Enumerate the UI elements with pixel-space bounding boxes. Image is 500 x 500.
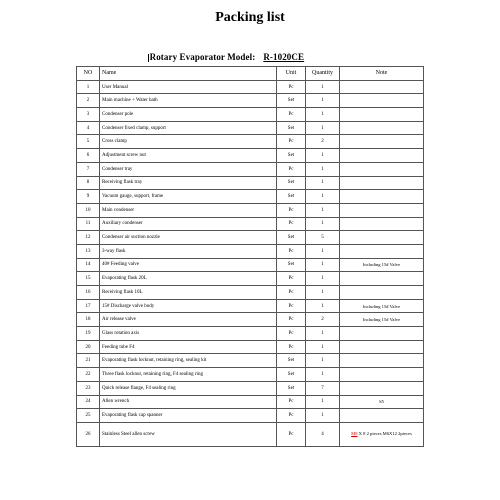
cell-note	[340, 340, 424, 354]
cell-no: 1	[77, 80, 100, 94]
cell-quantity: 1	[306, 327, 340, 341]
table-row	[77, 135, 424, 149]
cell-name: 15# Discharge valve body	[100, 299, 277, 313]
cell-no: 2	[77, 94, 100, 108]
model-code: R-1020CE	[263, 52, 305, 62]
table-row	[77, 299, 424, 313]
cell-no: 3	[77, 108, 100, 122]
cell-note	[340, 176, 424, 190]
cell-quantity: 1	[306, 162, 340, 176]
cell-note	[340, 190, 424, 204]
cell-name: Evaporating flask locknut, retaining ring, sealing kit	[100, 354, 277, 368]
cell-name: 3-way flask	[100, 244, 277, 258]
cell-name: Condenser fixed clamp, support	[100, 121, 277, 135]
cell-no: 9	[77, 190, 100, 204]
cell-no: 5	[77, 135, 100, 149]
cell-unit: Pc	[277, 108, 306, 122]
table-row	[77, 121, 424, 135]
model-line	[148, 52, 304, 62]
cell-quantity: 1	[306, 395, 340, 409]
cell-note	[340, 354, 424, 368]
cell-no: 15	[77, 272, 100, 286]
table-row	[77, 162, 424, 176]
table-row	[77, 340, 424, 354]
cell-name: Receiving flask tray	[100, 176, 277, 190]
cell-unit: Pc	[277, 203, 306, 217]
cell-quantity: 1	[306, 244, 340, 258]
cell-unit: Pc	[277, 422, 306, 446]
cell-no: 20	[77, 340, 100, 354]
cell-quantity: 1	[306, 190, 340, 204]
cell-unit: Pc	[277, 244, 306, 258]
cell-name: Allen wrench	[100, 395, 277, 409]
column-header-unit: Unit	[277, 67, 306, 81]
cell-note	[340, 368, 424, 382]
cell-no: 14	[77, 258, 100, 272]
table-row	[77, 149, 424, 163]
table-header-row	[77, 67, 424, 81]
cell-note	[340, 244, 424, 258]
cell-no: 6	[77, 149, 100, 163]
cell-note	[340, 135, 424, 149]
cell-note	[340, 286, 424, 300]
column-header-note: Note	[340, 67, 424, 81]
table-row	[77, 176, 424, 190]
cell-note	[340, 272, 424, 286]
text-cursor	[148, 54, 149, 62]
cell-unit: Set	[277, 368, 306, 382]
cell-note: Including 15# Valve	[340, 299, 424, 313]
table-row	[77, 381, 424, 395]
cell-note	[340, 231, 424, 245]
cell-note: Including 15# Valve	[340, 313, 424, 327]
table-row	[77, 354, 424, 368]
cell-quantity: 1	[306, 149, 340, 163]
cell-unit: Set	[277, 149, 306, 163]
cell-name: Main condenser	[100, 203, 277, 217]
table-row	[77, 94, 424, 108]
cell-quantity: 1	[306, 272, 340, 286]
cell-quantity: 1	[306, 80, 340, 94]
cell-unit: Pc	[277, 299, 306, 313]
cell-name: Condenser tray	[100, 162, 277, 176]
cell-no: 12	[77, 231, 100, 245]
cell-no: 8	[77, 176, 100, 190]
cell-unit: Set	[277, 258, 306, 272]
cell-note	[340, 108, 424, 122]
cell-quantity: 2	[306, 135, 340, 149]
cell-note	[340, 149, 424, 163]
cell-note	[340, 381, 424, 395]
table-row	[77, 409, 424, 423]
cell-quantity: 4	[306, 422, 340, 446]
table-row	[77, 395, 424, 409]
cell-note: Including 15# Valve	[340, 258, 424, 272]
table-row	[77, 80, 424, 94]
table-row	[77, 244, 424, 258]
cell-no: 17	[77, 299, 100, 313]
cell-note	[340, 80, 424, 94]
cell-no: 10	[77, 203, 100, 217]
cell-note	[340, 409, 424, 423]
cell-unit: Pc	[277, 80, 306, 94]
table-row	[77, 203, 424, 217]
cell-no: 21	[77, 354, 100, 368]
cell-quantity: 1	[306, 108, 340, 122]
cell-no: 16	[77, 286, 100, 300]
cell-unit: Set	[277, 231, 306, 245]
cell-quantity: 7	[306, 381, 340, 395]
cell-no: 26	[77, 422, 100, 446]
cell-name: Main machine + Water bath	[100, 94, 277, 108]
cell-quantity: 1	[306, 299, 340, 313]
cell-name: Stainless Steel allen screw	[100, 422, 277, 446]
cell-no: 19	[77, 327, 100, 341]
cell-name: Air release valve	[100, 313, 277, 327]
cell-name: Condenser pole	[100, 108, 277, 122]
table-row	[77, 368, 424, 382]
cell-quantity: 1	[306, 176, 340, 190]
cell-note	[340, 422, 424, 446]
cell-unit: Set	[277, 121, 306, 135]
table-row	[77, 272, 424, 286]
cell-unit: Pc	[277, 340, 306, 354]
cell-quantity: 1	[306, 354, 340, 368]
cell-name: Condenser air suction nozzle	[100, 231, 277, 245]
cell-unit: Pc	[277, 162, 306, 176]
cell-quantity: 1	[306, 368, 340, 382]
cell-name: 40# Feeding valve	[100, 258, 277, 272]
cell-no: 23	[77, 381, 100, 395]
cell-quantity: 1	[306, 258, 340, 272]
note-highlight: M8	[351, 431, 358, 437]
cell-note	[340, 162, 424, 176]
cell-no: 7	[77, 162, 100, 176]
cell-quantity: 1	[306, 217, 340, 231]
model-label: Rotary Evaporator Model:	[149, 52, 256, 62]
cell-name: Adjustment screw nut	[100, 149, 277, 163]
cell-unit: Set	[277, 94, 306, 108]
cell-name: Feeding tube F4	[100, 340, 277, 354]
cell-no: 18	[77, 313, 100, 327]
cell-quantity: 1	[306, 409, 340, 423]
table-row	[77, 422, 424, 446]
cell-name: Receiving flask 10L	[100, 286, 277, 300]
cell-quantity: 2	[306, 313, 340, 327]
cell-no: 25	[77, 409, 100, 423]
cell-unit: Pc	[277, 286, 306, 300]
cell-quantity: 5	[306, 231, 340, 245]
cell-name: Glass rotation axis	[100, 327, 277, 341]
cell-unit: Set	[277, 176, 306, 190]
cell-name: Cross clamp	[100, 135, 277, 149]
cell-note	[340, 203, 424, 217]
cell-name: Evaporating flask cap spanner	[100, 409, 277, 423]
column-header-name: Name	[100, 67, 277, 81]
cell-quantity: 1	[306, 203, 340, 217]
cell-unit: Set	[277, 354, 306, 368]
cell-name: Three flask locknut, retaining ring, F4 sealing ring	[100, 368, 277, 382]
cell-quantity: 1	[306, 121, 340, 135]
packing-table	[76, 66, 424, 447]
cell-name: User Manual	[100, 80, 277, 94]
table-row	[77, 217, 424, 231]
cell-note	[340, 121, 424, 135]
table-row	[77, 327, 424, 341]
table-row	[77, 286, 424, 300]
table-row	[77, 258, 424, 272]
cell-name: Evaporating flask 20L	[100, 272, 277, 286]
cell-quantity: 1	[306, 340, 340, 354]
cell-note: S5	[340, 395, 424, 409]
column-header-no: NO	[77, 67, 100, 81]
cell-name: Vacuum gauge, support, frame	[100, 190, 277, 204]
cell-unit: Set	[277, 381, 306, 395]
note-text: X 8 2 pieces M6X12 2pieces	[357, 431, 412, 437]
cell-no: 13	[77, 244, 100, 258]
cell-quantity: 1	[306, 286, 340, 300]
cell-no: 4	[77, 121, 100, 135]
column-header-quantity: Quantity	[306, 67, 340, 81]
cell-quantity: 1	[306, 94, 340, 108]
cell-unit: Pc	[277, 395, 306, 409]
cell-unit: Pc	[277, 327, 306, 341]
cell-no: 11	[77, 217, 100, 231]
cell-name: Auxiliary condenser	[100, 217, 277, 231]
cell-unit: Pc	[277, 135, 306, 149]
cell-note	[340, 217, 424, 231]
cell-name: Quick release flange, F4 sealing ring	[100, 381, 277, 395]
cell-note	[340, 94, 424, 108]
cell-unit: Pc	[277, 409, 306, 423]
cell-no: 24	[77, 395, 100, 409]
cell-unit: Pc	[277, 272, 306, 286]
table-row	[77, 108, 424, 122]
table-row	[77, 190, 424, 204]
table-row	[77, 231, 424, 245]
cell-no: 22	[77, 368, 100, 382]
cell-note	[340, 327, 424, 341]
cell-unit: Pc	[277, 313, 306, 327]
cell-unit: Set	[277, 190, 306, 204]
table-row	[77, 313, 424, 327]
page-title: Packing list	[215, 10, 285, 25]
cell-unit: Pc	[277, 217, 306, 231]
